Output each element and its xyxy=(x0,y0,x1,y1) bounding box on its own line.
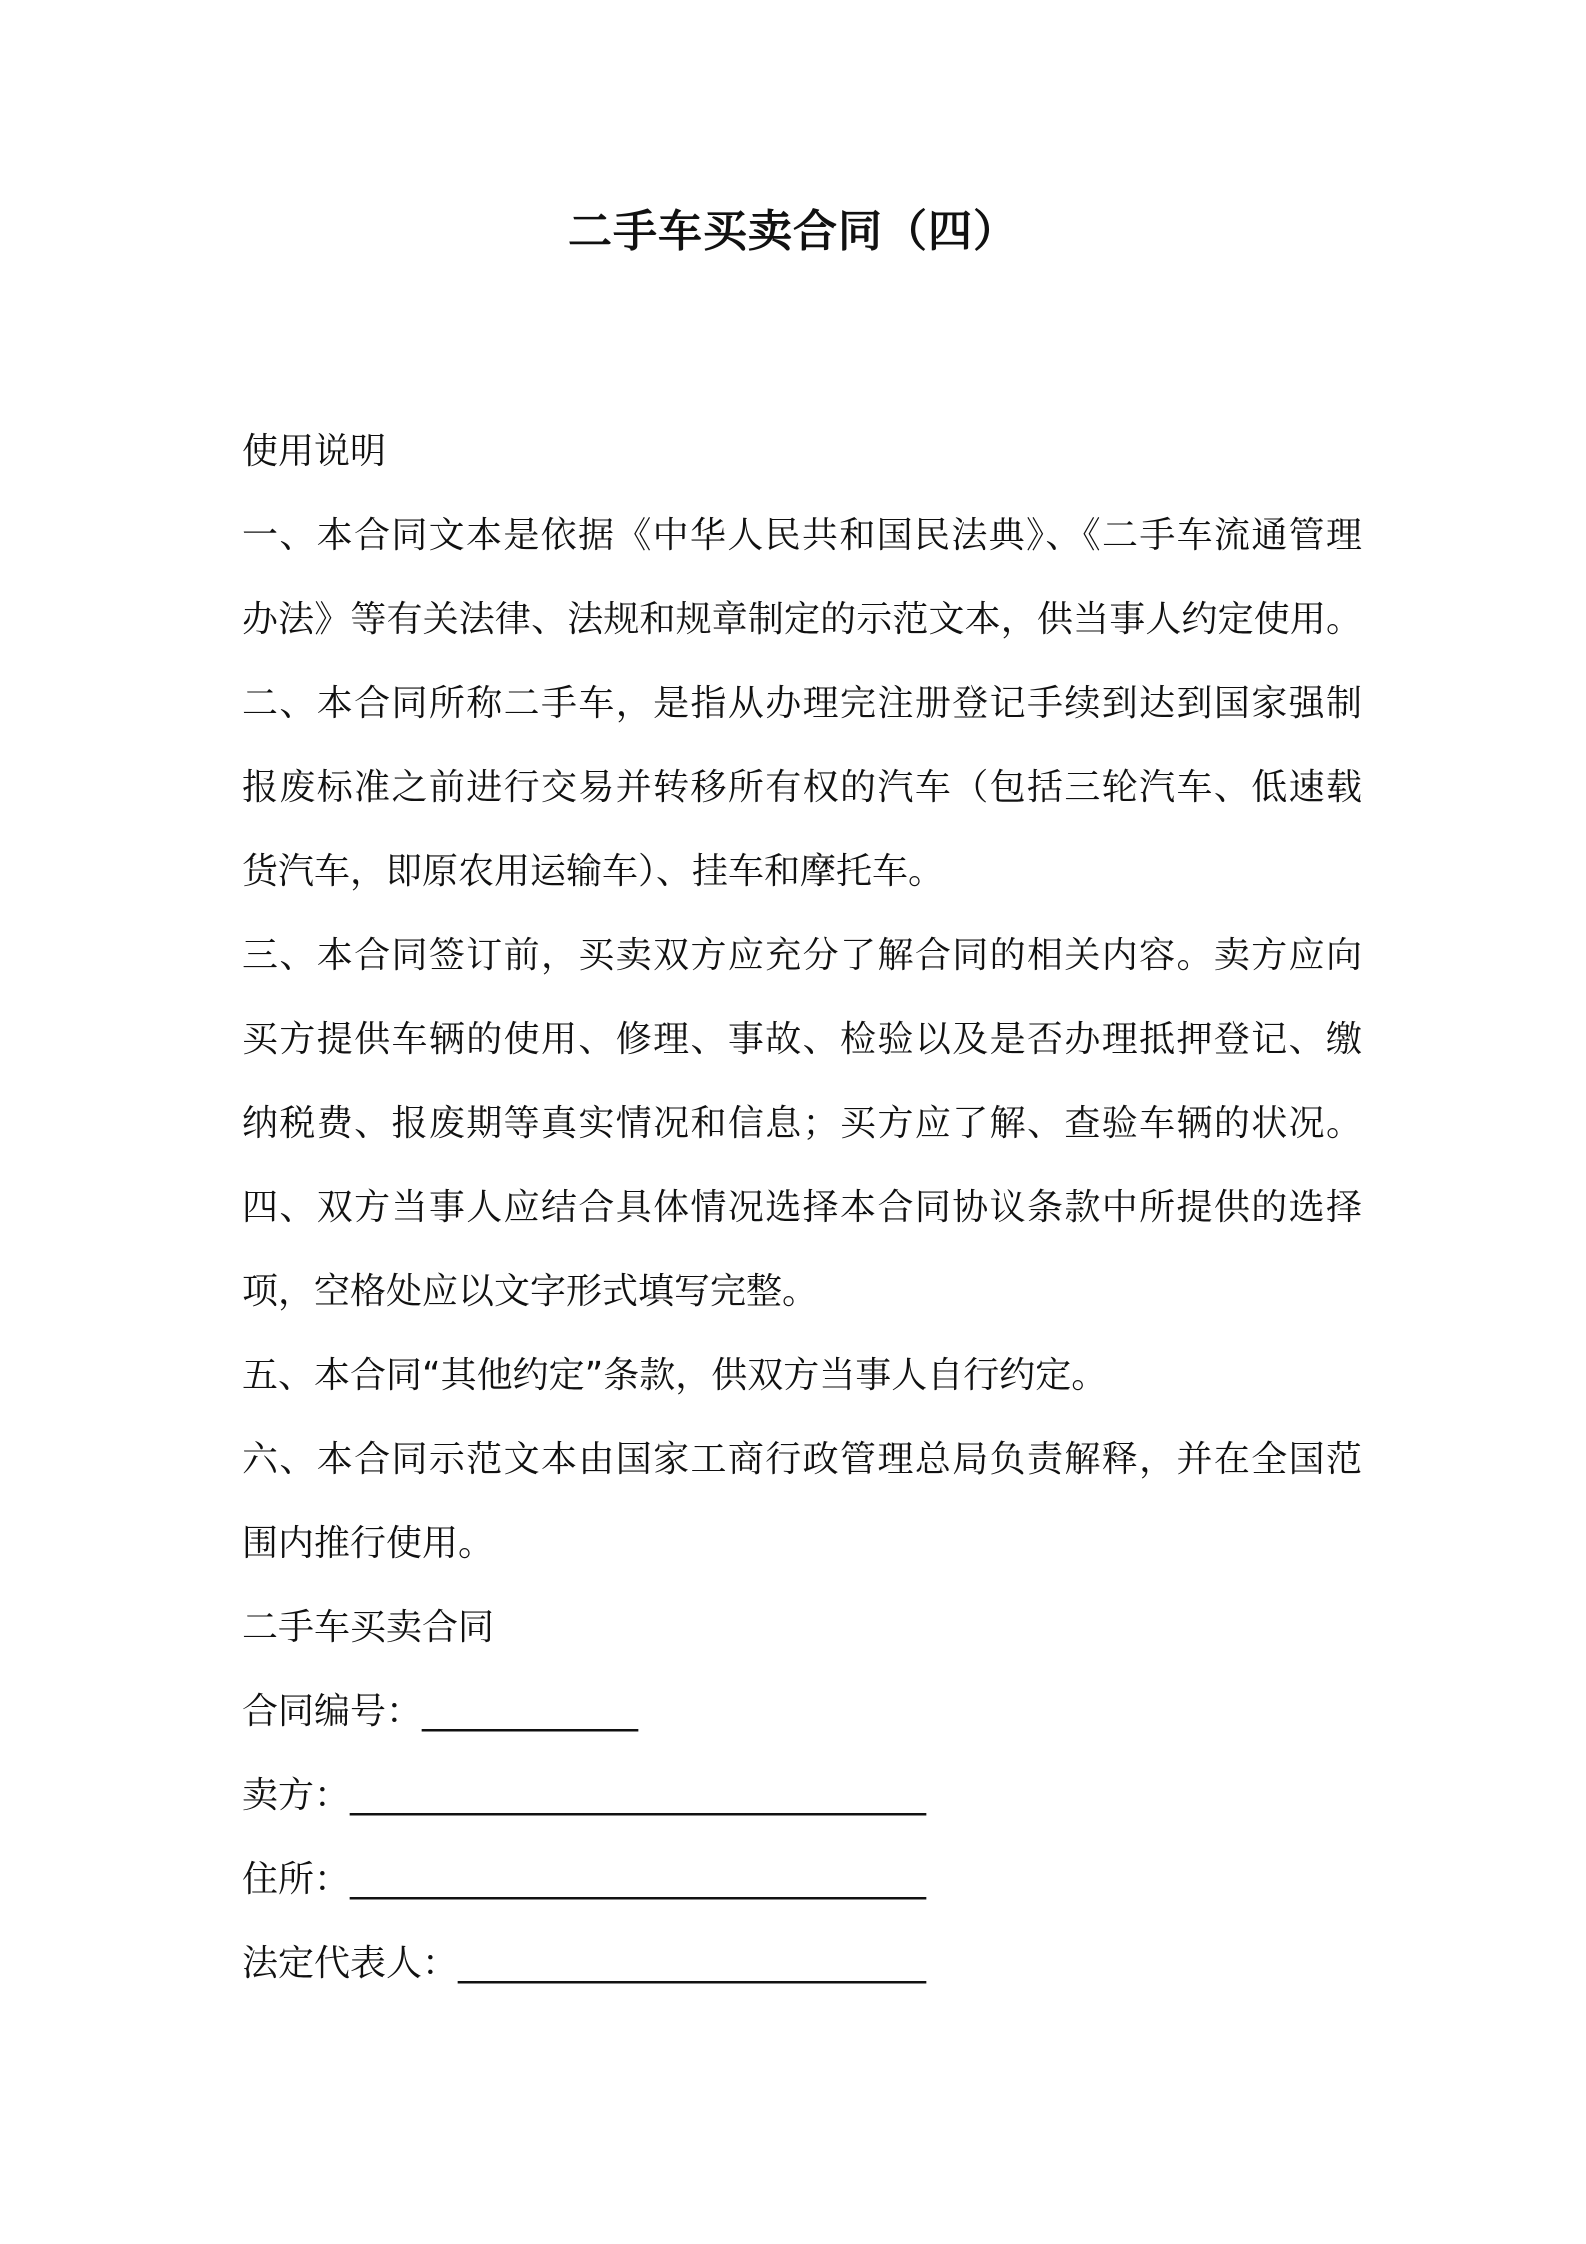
paragraph-line: 六、本合同示范文本由国家工商行政管理总局负责解释，并在全国范 xyxy=(242,1439,1362,1480)
field-label: 住所： xyxy=(242,1859,351,1900)
paragraph-line: 三、本合同签订前，买卖双方应充分了解合同的相关内容。卖方应向 xyxy=(242,935,1362,976)
document-title: 二手车买卖合同（四） xyxy=(568,206,1018,257)
instructions-heading: 使用说明 xyxy=(242,431,387,472)
paragraph-line: 一、本合同文本是依据《中华人民共和国民法典》、《二手车流通管理 xyxy=(242,515,1362,556)
field-legal-representative xyxy=(242,1922,1362,2006)
paragraph-line: 四、双方当事人应结合具体情况选择本合同协议条款中所提供的选择 xyxy=(242,1187,1362,1228)
blank-line: __________________________ xyxy=(458,1943,927,1984)
document-body xyxy=(242,410,1362,2006)
paragraph-line: 买方提供车辆的使用、修理、事故、检验以及是否办理抵押登记、缴 xyxy=(242,1019,1362,1060)
field-label: 法定代表人： xyxy=(242,1943,459,1984)
paragraph-line: 报废标准之前进行交易并转移所有权的汽车（包括三轮汽车、低速载 xyxy=(242,767,1362,808)
blank-line: ____________ xyxy=(422,1691,639,1732)
paragraph-line: 纳税费、报废期等真实情况和信息；买方应了解、查验车辆的状况。 xyxy=(242,1103,1362,1144)
paragraph-line: 二、本合同所称二手车，是指从办理完注册登记手续到达到国家强制 xyxy=(242,683,1362,724)
paragraph-line: 五、本合同“其他约定”条款，供双方当事人自行约定。 xyxy=(242,1355,1108,1396)
field-address xyxy=(242,1838,1362,1922)
field-seller xyxy=(242,1754,1362,1838)
field-label: 卖方： xyxy=(242,1775,351,1816)
paragraph-line: 货汽车，即原农用运输车）、挂车和摩托车。 xyxy=(242,851,945,892)
blank-line: ________________________________ xyxy=(350,1859,927,1900)
field-contract-number xyxy=(242,1670,1362,1754)
blank-line: ________________________________ xyxy=(350,1775,927,1816)
paragraph-line: 项，空格处应以文字形式填写完整。 xyxy=(242,1271,819,1312)
field-label: 合同编号： xyxy=(242,1691,423,1732)
paragraph-line: 办法》等有关法律、法规和规章制定的示范文本，供当事人约定使用。 xyxy=(242,599,1362,640)
contract-heading: 二手车买卖合同 xyxy=(242,1607,495,1648)
paragraph-line: 围内推行使用。 xyxy=(242,1523,495,1564)
